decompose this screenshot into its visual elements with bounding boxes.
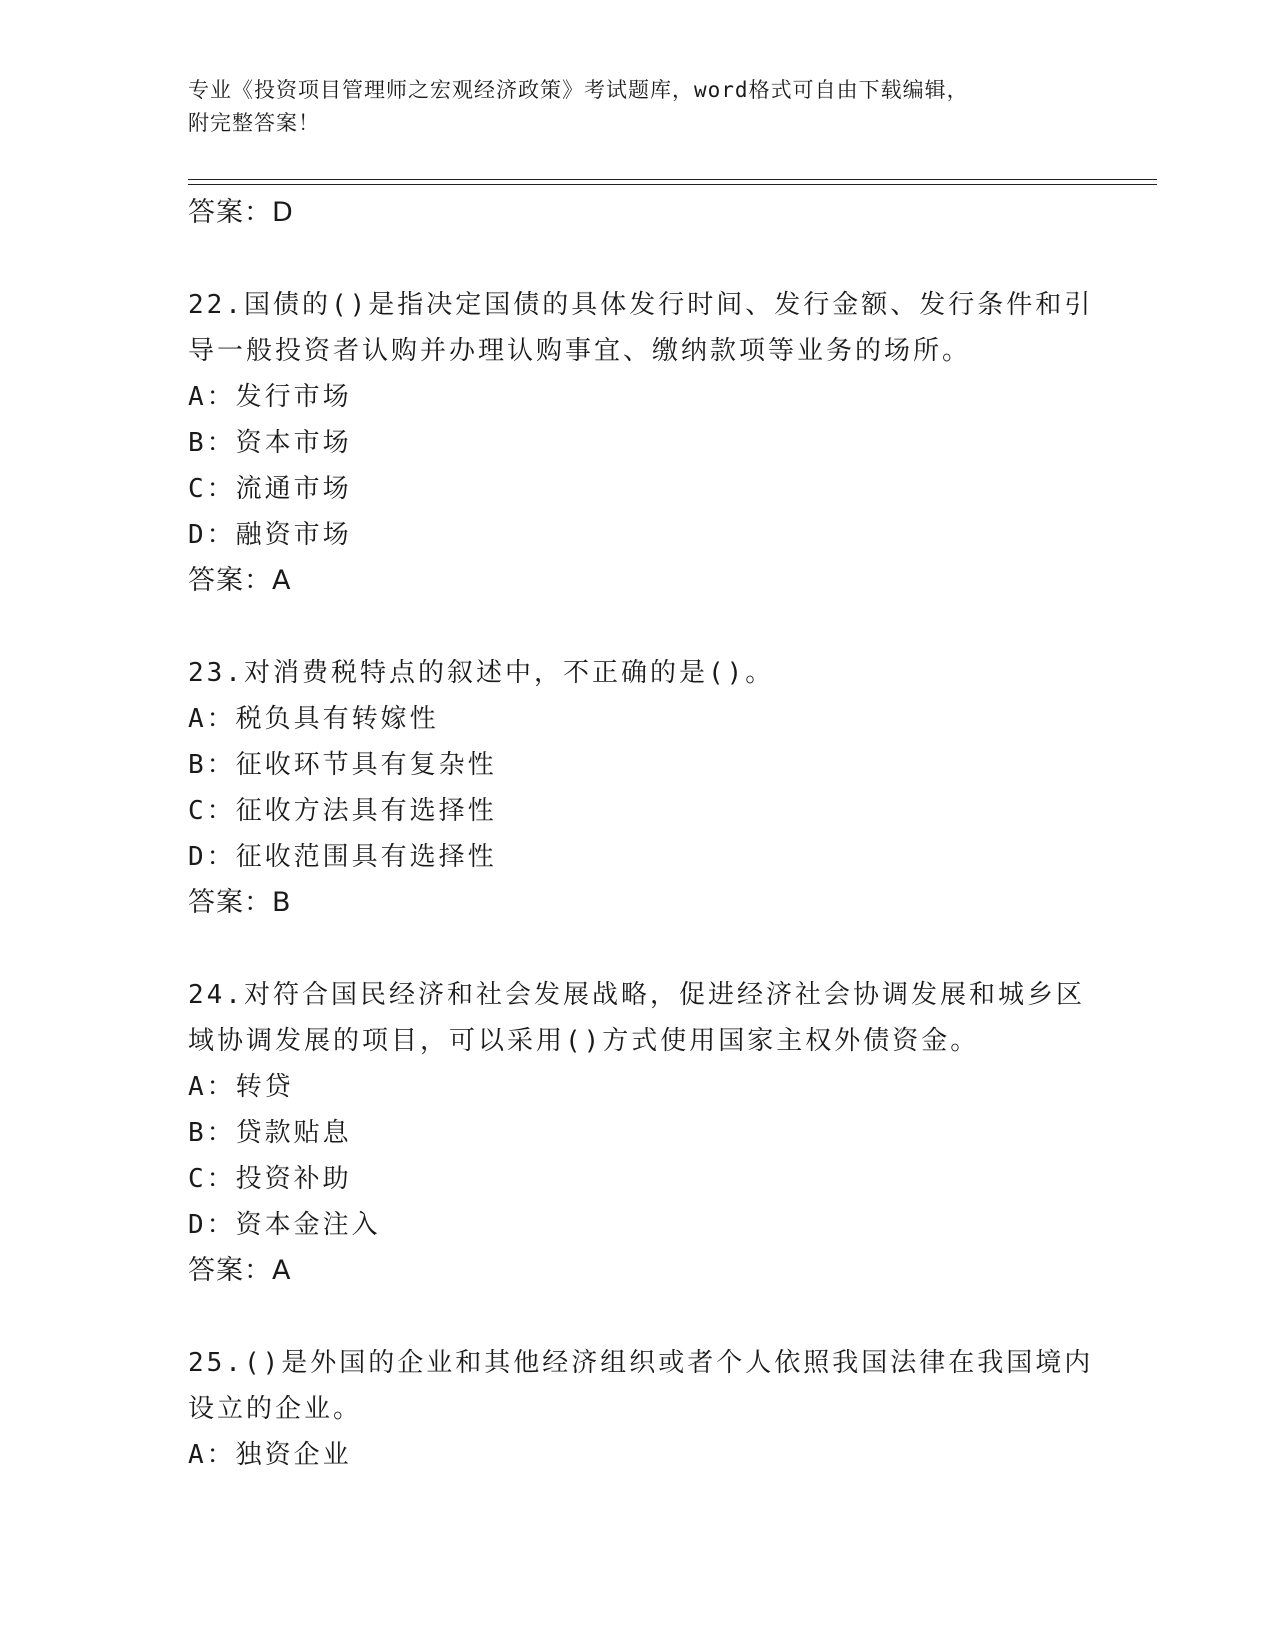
question-stem: 导一般投资者认购并办理认购事宜、缴纳款项等业务的场所。 [188, 336, 972, 366]
header-line-2: 附完整答案！ [188, 111, 320, 135]
question-24 [188, 972, 1088, 1294]
option-b: B：贷款贴息 [188, 1118, 352, 1148]
option-c: C：征收方法具有选择性 [188, 796, 497, 826]
header-rule-bottom [188, 184, 1157, 185]
spacer [188, 926, 1088, 972]
answer-line: 答案：A [188, 1255, 292, 1286]
answer-line: 答案：D [188, 197, 294, 228]
option-d: D：资本金注入 [188, 1210, 381, 1240]
header-rule-top [188, 179, 1157, 180]
option-b: B：征收环节具有复杂性 [188, 750, 497, 780]
spacer [188, 1294, 1088, 1340]
option-d: D：融资市场 [188, 520, 352, 550]
question-25 [188, 1340, 1094, 1478]
question-stem: 24.对符合国民经济和社会发展战略，促进经济社会协调发展和城乡区 [188, 980, 1085, 1010]
question-stem: 22.国债的()是指决定国债的具体发行时间、发行金额、发行条件和引 [188, 290, 1094, 320]
option-d: D：征收范围具有选择性 [188, 842, 497, 872]
question-22 [188, 282, 1094, 604]
option-a: A：独资企业 [188, 1440, 352, 1470]
question-stem: 设立的企业。 [188, 1394, 363, 1424]
spacer [188, 604, 1088, 650]
option-a: A：转贷 [188, 1072, 294, 1102]
answer-line: 答案：A [188, 565, 292, 596]
question-23 [188, 650, 1088, 926]
option-c: C：流通市场 [188, 474, 352, 504]
option-a: A：税负具有转嫁性 [188, 704, 439, 734]
option-c: C：投资补助 [188, 1164, 352, 1194]
option-b: B：资本市场 [188, 428, 352, 458]
question-stem: 域协调发展的项目，可以采用()方式使用国家主权外债资金。 [188, 1026, 980, 1056]
question-stem: 25.()是外国的企业和其他经济组织或者个人依照我国法律在我国境内 [188, 1348, 1094, 1378]
document-header [188, 74, 1088, 140]
answer-line: 答案：B [188, 887, 292, 918]
question-stem: 23.对消费税特点的叙述中，不正确的是()。 [188, 658, 775, 688]
option-a: A：发行市场 [188, 382, 352, 412]
question-list [188, 190, 1094, 1478]
spacer [188, 236, 1088, 282]
header-line-1: 专业《投资项目管理师之宏观经济政策》考试题库，word格式可自由下载编辑， [188, 78, 969, 102]
